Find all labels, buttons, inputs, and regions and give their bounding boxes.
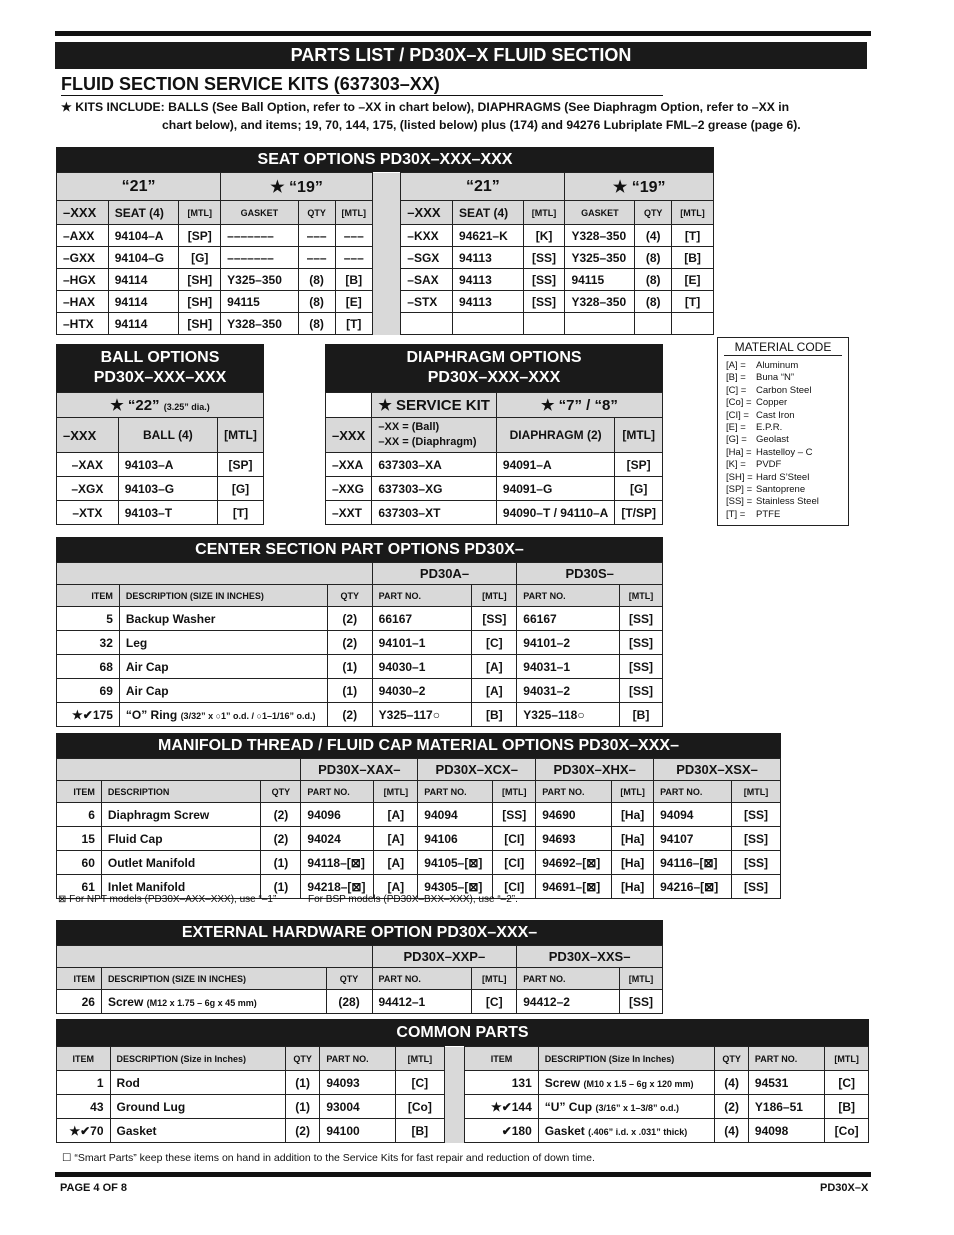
seat-row: –AXX 94104–A [SP] ––––––– ––– ––– –KXX 94621–K [K] Y328–350 (4) [T] (57, 225, 714, 247)
col-part-no: PART NO. (320, 1047, 395, 1071)
external-group: PD30X–XXS– (517, 946, 663, 968)
material-code: [A] = (726, 360, 746, 371)
footer-page: PAGE 4 OF 8 (60, 1182, 128, 1194)
seat-group-19-right: ★ “19” (565, 173, 714, 201)
seat-options-table (56, 172, 714, 335)
col-mtl: [MTL] (523, 201, 565, 225)
center-group-s: PD30S– (517, 563, 663, 585)
material-code-row (718, 385, 848, 397)
bsp-note: For BSP models (PD30X–BXX–XXX), use “–2”. (308, 894, 518, 905)
ball-sub-header: ★ “22” (3.25” dia.) (57, 393, 264, 418)
diaphragm-row: –XXT 637303–XT 94090–T / 94110–A [T/SP] (326, 501, 663, 525)
col-mtl: [MTL] (619, 968, 662, 990)
col-mtl: [MTL] (472, 968, 517, 990)
col-xxx: –XXX (401, 201, 453, 225)
material-name: Hastelloy – C (756, 446, 813, 458)
diaphragm-title-line2: PD30X–XXX–XXX (427, 369, 561, 386)
col-description: DESCRIPTION (SIZE IN INCHES) (119, 585, 327, 607)
seat-row: –HAX 94114 [SH] 94115 (8) [E] –STX 94113 [SS] Y328–350 (8) [T] (57, 291, 714, 313)
col-qty: QTY (327, 585, 372, 607)
col-mtl: [MTL] (335, 201, 373, 225)
material-code-row (718, 410, 848, 422)
kits-heading: FLUID SECTION SERVICE KITS (637303–XX) (61, 74, 663, 96)
service-kit-header: ★ SERVICE KIT (372, 393, 497, 418)
col-mtl: [MTL] (732, 781, 781, 803)
seat-row: –HGX 94114 [SH] Y325–350 (8) [B] –SAX 94113 [SS] 94115 (8) [E] (57, 269, 714, 291)
center-section-table (56, 562, 663, 727)
diaphragm-title-line1: DIAPHRAGM OPTIONS (406, 349, 582, 366)
center-row: 68 Air Cap (1) 94030–1 [A] 94031–1 [SS] (57, 655, 663, 679)
material-name: Carbon Steel (756, 384, 812, 396)
smart-parts-note: ☐ “Smart Parts” keep these items on hand in addition to the Service Kits for fast repair and reduction of down time. (62, 1152, 595, 1164)
col-qty: QTY (298, 201, 335, 225)
col-mtl: [MTL] (672, 201, 714, 225)
col-qty: QTY (285, 1047, 319, 1071)
center-row: 69 Air Cap (1) 94030–2 [A] 94031–2 [SS] (57, 679, 663, 703)
material-code-row (718, 484, 848, 496)
page-title: PARTS LIST / PD30X–X FLUID SECTION (55, 42, 867, 69)
col-mtl: [MTL] (374, 781, 418, 803)
bottom-rule (55, 1172, 871, 1177)
col-mtl: [MTL] (395, 1047, 444, 1071)
material-code: [Ha] = (726, 446, 752, 458)
material-name: Buna “N” (756, 372, 795, 384)
seat-options-title: SEAT OPTIONS PD30X–XXX–XXX (56, 147, 714, 172)
col-ball: BALL (4) (118, 418, 217, 453)
diaphragm-row: –XXA 637303–XA 94091–A [SP] (326, 453, 663, 477)
seat-group-21-right: “21” (401, 173, 565, 201)
col-mtl: [MTL] (472, 585, 517, 607)
common-row: 43 Ground Lug (1) 93004 [Co] ★✔144 “U” Cup (3/16” x 1–3/8” o.d.) (2) Y186–51 [B] (57, 1095, 869, 1119)
material-code-row (718, 459, 848, 471)
diaphragm-row: –XXG 637303–XG 94091–G [G] (326, 477, 663, 501)
material-code: [G] = (726, 434, 747, 446)
material-code: [T] = (726, 508, 746, 520)
material-name: Geolast (756, 434, 789, 446)
col-item: ITEM (465, 1047, 538, 1071)
col-mtl: [MTL] (179, 201, 221, 225)
col-mtl: [MTL] (218, 418, 264, 453)
manifold-row: 60 Outlet Manifold (1) 94118–[⊠] [A] 94105–[⊠] [CI] 94692–[⊠] [Ha] 94116–[⊠] [SS] (57, 851, 781, 875)
center-row: ★✔175 “O” Ring (3/32” x ○1” o.d. / ○1–1/16” o.d.) (2) Y325–117○ [B] Y325–118○ [B] (57, 703, 663, 727)
col-part-no: PART NO. (654, 781, 732, 803)
col-part-no: PART NO. (372, 968, 472, 990)
col-qty: QTY (326, 968, 372, 990)
ball-row: –XAX 94103–A [SP] (57, 453, 264, 477)
manifold-table (56, 758, 781, 899)
ball-title-line2: PD30X–XXX–XXX (93, 369, 227, 386)
ball-options-title (56, 344, 264, 392)
col-description: DESCRIPTION (Size in Inches) (110, 1047, 285, 1071)
col-xxx: –XXX (57, 418, 119, 453)
col-item: ITEM (57, 781, 102, 803)
col-item: ITEM (57, 968, 102, 990)
common-row: 1 Rod (1) 94093 [C] 131 Screw (M10 x 1.5 – 6g x 120 mm) (4) 94531 [C] (57, 1071, 869, 1095)
col-part-no: PART NO. (517, 585, 620, 607)
material-name: E.P.R. (756, 422, 783, 434)
col-qty: QTY (715, 1047, 749, 1071)
col-item: ITEM (57, 585, 120, 607)
common-parts-table (56, 1046, 869, 1143)
col-description: DESCRIPTION (101, 781, 261, 803)
seat-row: –GXX 94104–G [G] ––––––– ––– ––– –SGX 94113 [SS] Y325–350 (8) [B] (57, 247, 714, 269)
seat-row: –HTX 94114 [SH] Y328–350 (8) [T] (57, 313, 714, 335)
manifold-row: 15 Fluid Cap (2) 94024 [A] 94106 [CI] 94693 [Ha] 94107 [SS] (57, 827, 781, 851)
manifold-group: PD30X–XCX– (418, 759, 536, 781)
col-part-no: PART NO. (372, 585, 472, 607)
material-code: [E] = (726, 422, 746, 434)
material-name: Santoprene (756, 484, 806, 496)
material-name: PVDF (756, 459, 782, 471)
material-code-title: MATERIAL CODE (724, 340, 842, 356)
footer-model: PD30X–X (820, 1182, 869, 1194)
material-code: [Co] = (726, 397, 752, 409)
seat-group-19-left: ★ “19” (221, 173, 373, 201)
col-seat: SEAT (4) (108, 201, 179, 225)
col-xxx: –XXX (57, 201, 109, 225)
material-code-row (718, 372, 848, 384)
center-row: 32 Leg (2) 94101–1 [C] 94101–2 [SS] (57, 631, 663, 655)
material-code-box (717, 337, 849, 526)
col-part-no: PART NO. (748, 1047, 824, 1071)
material-name: Hard S’Steel (756, 471, 810, 483)
ball-title-line1: BALL OPTIONS (100, 349, 220, 366)
col-mtl: [MTL] (619, 585, 662, 607)
col-mtl: [MTL] (493, 781, 536, 803)
diaphragm-78-header: ★ “7” / “8” (496, 393, 662, 418)
manifold-group: PD30X–XSX– (654, 759, 781, 781)
material-code-row (718, 509, 848, 521)
material-code-row (718, 422, 848, 434)
ball-row: –XTX 94103–T [T] (57, 501, 264, 525)
top-rule (55, 31, 871, 36)
external-hardware-table (56, 945, 663, 1014)
col-seat: SEAT (4) (453, 201, 524, 225)
manifold-group: PD30X–XHX– (536, 759, 654, 781)
ball-options-table (56, 392, 264, 525)
col-description: DESCRIPTION (Size In Inches) (538, 1047, 715, 1071)
col-diaphragm: DIAPHRAGM (2) (496, 418, 614, 453)
external-group: PD30X–XXP– (372, 946, 517, 968)
material-code-row (718, 496, 848, 508)
kits-line-1: ★ KITS INCLUDE: BALLS (See Ball Option, refer to –XX in chart below), DIAPHRAGMS (See Diaphragm Option, refer to –XX in (61, 100, 790, 114)
col-qty: QTY (261, 781, 301, 803)
col-gasket: GASKET (565, 201, 635, 225)
material-code: [B] = (726, 372, 746, 384)
col-mtl: [MTL] (615, 418, 663, 453)
material-code: [CI] = (726, 409, 749, 421)
col-part-no: PART NO. (517, 968, 620, 990)
diaphragm-options-table (325, 392, 663, 525)
col-qty: QTY (635, 201, 672, 225)
col-mtl: [MTL] (612, 781, 654, 803)
material-name: Stainless Steel (756, 496, 819, 508)
material-code: [SP] = (726, 484, 753, 496)
col-part-no: PART NO. (301, 781, 374, 803)
material-name: Copper (756, 397, 788, 409)
col-part-no: PART NO. (536, 781, 612, 803)
center-row: 5 Backup Washer (2) 66167 [SS] 66167 [SS] (57, 607, 663, 631)
col-item: ITEM (57, 1047, 111, 1071)
external-row: 26 Screw (M12 x 1.75 – 6g x 45 mm) (28) 94412–1 [C] 94412–2 [SS] (57, 990, 663, 1014)
material-code: [SH] = (726, 471, 753, 483)
col-part-no: PART NO. (418, 781, 493, 803)
common-parts-title: COMMON PARTS (56, 1019, 869, 1046)
common-row: ★✔70 Gasket (2) 94100 [B] ✔180 Gasket (.406” i.d. x .031” thick) (4) 94098 [Co] (57, 1119, 869, 1143)
center-group-a: PD30A– (372, 563, 517, 585)
manifold-row: 6 Diaphragm Screw (2) 94096 [A] 94094 [SS] 94690 [Ha] 94094 [SS] (57, 803, 781, 827)
manifold-group: PD30X–XAX– (301, 759, 418, 781)
material-name: Cast Iron (756, 409, 795, 421)
diaphragm-options-title (325, 344, 663, 392)
kits-line-2: chart below), and items; 19, 70, 144, 175, (listed below) plus (174) and 94276 Lubriplate FML–2 grease (page 6). (162, 118, 801, 132)
material-code-row (718, 397, 848, 409)
center-section-title: CENTER SECTION PART OPTIONS PD30X– (56, 537, 663, 562)
material-name: PTFE (756, 508, 781, 520)
material-code-row (718, 434, 848, 446)
manifold-row: 61 Inlet Manifold (1) 94218–[⊠] [A] 94305–[⊠] [CI] 94691–[⊠] [Ha] 94216–[⊠] [SS] (57, 875, 781, 899)
material-code-row (718, 447, 848, 459)
material-code: [K] = (726, 459, 746, 471)
material-code-row (718, 360, 848, 372)
col-xxx: –XXX (326, 418, 372, 453)
col-gasket: GASKET (221, 201, 299, 225)
material-code: [C] = (726, 384, 747, 396)
manifold-title: MANIFOLD THREAD / FLUID CAP MATERIAL OPTIONS PD30X–XXX– (56, 733, 781, 758)
external-hardware-title: EXTERNAL HARDWARE OPTION PD30X–XXX– (56, 920, 663, 945)
npt-note: ⊠ For NPT models (PD30X–AXX–XXX), use “–1” (58, 894, 277, 905)
material-name: Aluminum (756, 360, 799, 371)
seat-group-21-left: “21” (57, 173, 221, 201)
col-mtl: [MTL] (825, 1047, 869, 1071)
material-code: [SS] = (726, 496, 753, 508)
material-code-row (718, 472, 848, 484)
col-description: DESCRIPTION (SIZE IN INCHES) (101, 968, 326, 990)
ball-row: –XGX 94103–G [G] (57, 477, 264, 501)
service-kit-sub: –XX = (Ball) –XX = (Diaphragm) (372, 418, 497, 453)
